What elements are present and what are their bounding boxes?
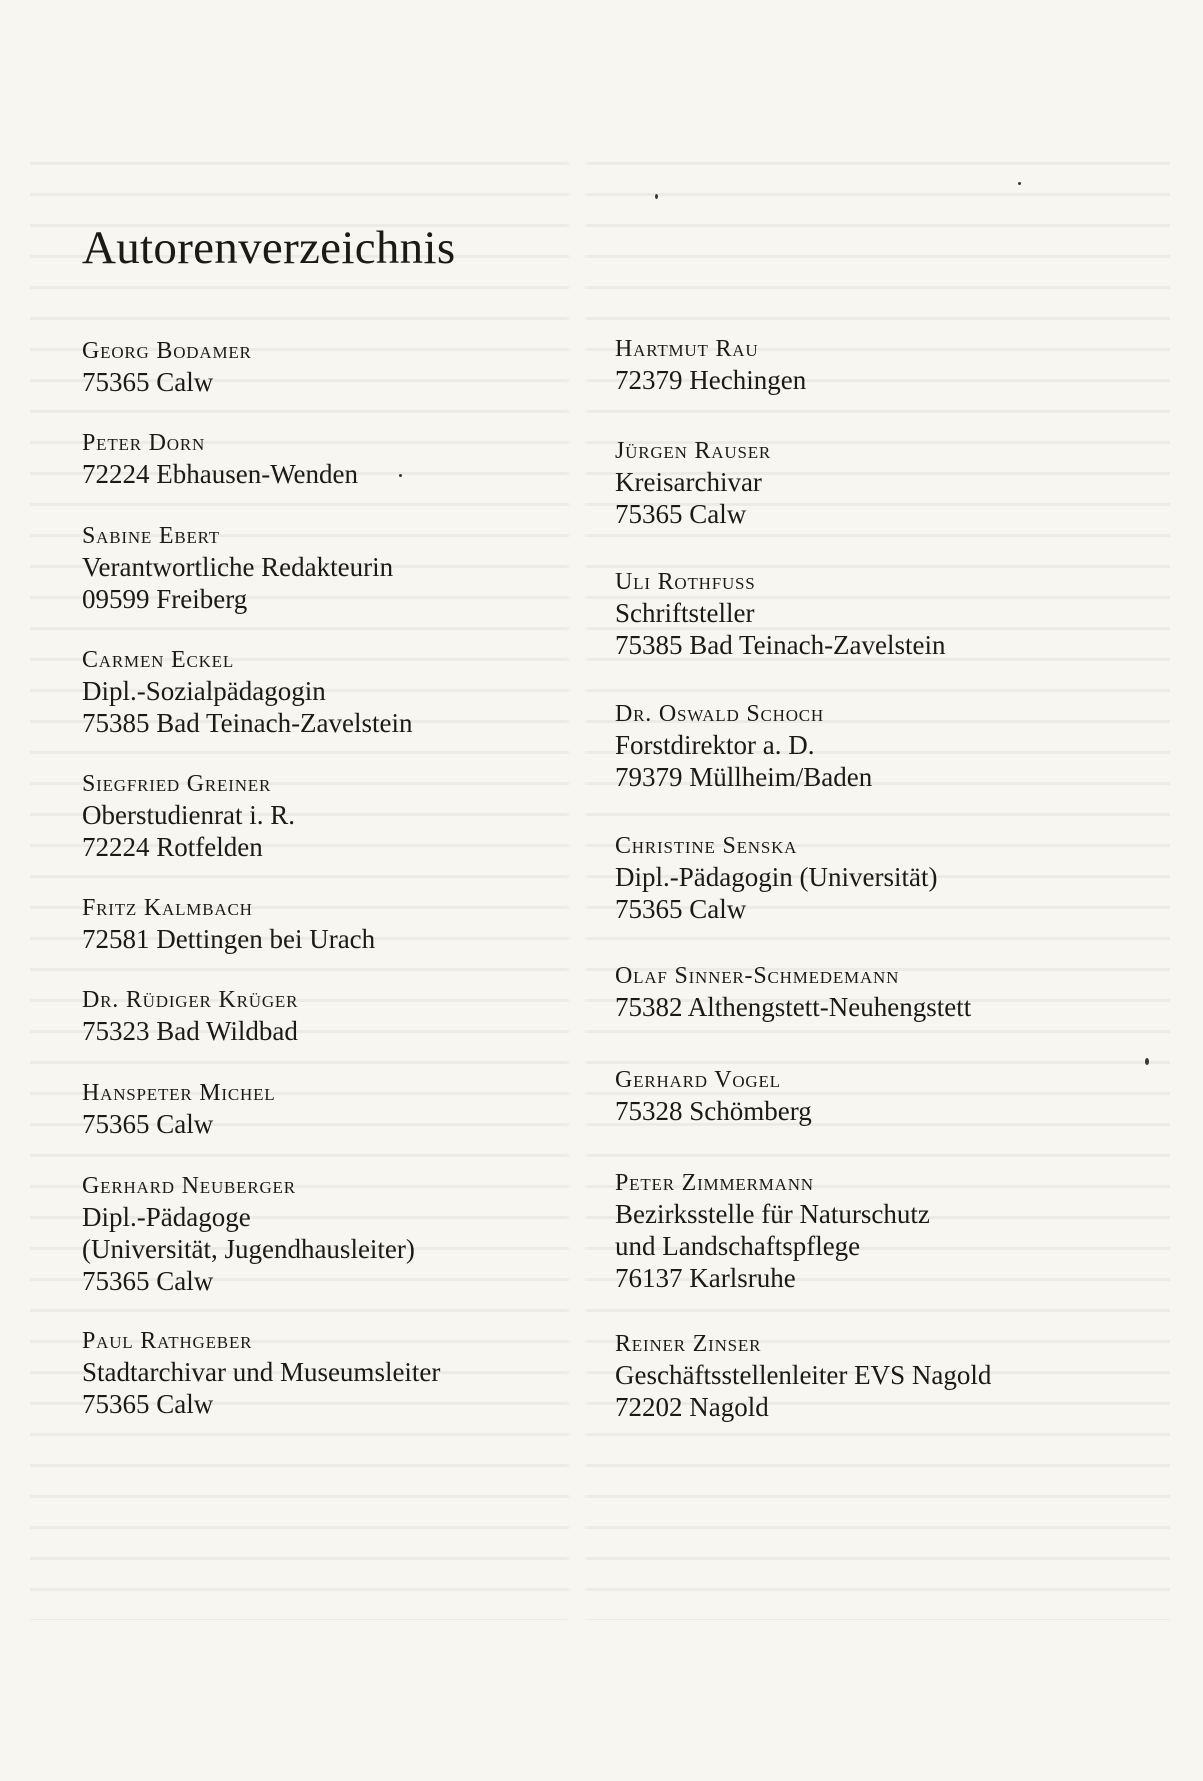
author-name: Fritz Kalmbach [82, 895, 253, 921]
author-detail: 09599 Freiberg [82, 584, 248, 614]
author-detail: 72224 Ebhausen-Wenden [82, 459, 358, 489]
author-detail: 75365 Calw [82, 1389, 214, 1419]
author-detail: und Landschaftspflege [615, 1231, 861, 1261]
author-entry [82, 336, 252, 398]
author-detail: Geschäftsstellenleiter EVS Nagold [615, 1360, 992, 1390]
author-detail: (Universität, Jugendhausleiter) [82, 1234, 415, 1264]
author-name: Hanspeter Michel [82, 1080, 276, 1106]
author-name: Sabine Ebert [82, 523, 220, 549]
author-detail: 75365 Calw [82, 1266, 214, 1296]
paper-speck [655, 194, 658, 199]
paper-speck [1018, 182, 1021, 185]
author-name: Gerhard Vogel [615, 1067, 781, 1093]
author-detail: 75382 Althengstett-Neuhengstett [615, 992, 972, 1022]
author-entry [615, 1329, 991, 1423]
author-name: Peter Dorn [82, 430, 206, 456]
author-detail: Schriftsteller [615, 598, 755, 628]
author-detail: 76137 Karlsruhe [615, 1263, 796, 1293]
author-detail: 75365 Calw [82, 1109, 214, 1139]
page-title: Autorenverzeichnis [82, 222, 456, 274]
author-entry [82, 893, 375, 955]
author-name: Siegfried Greiner [82, 771, 272, 797]
paper-speck [399, 474, 402, 477]
author-entry [82, 1326, 440, 1420]
author-detail: Stadtarchivar und Museumsleiter [82, 1357, 441, 1387]
paper-speck [1145, 1058, 1149, 1065]
author-detail: 72379 Hechingen [615, 365, 807, 395]
author-name: Carmen Eckel [82, 647, 235, 673]
author-detail: Forstdirektor a. D. [615, 730, 815, 760]
author-detail: 72581 Dettingen bei Urach [82, 924, 376, 954]
author-detail: 75385 Bad Teinach-Zavelstein [615, 630, 946, 660]
author-name: Dr. Rüdiger Krüger [82, 987, 299, 1013]
author-entry [615, 1168, 930, 1294]
author-detail: Dipl.-Pädagogin (Universität) [615, 862, 938, 892]
author-name: Olaf Sinner-Schmedemann [615, 963, 900, 989]
author-detail: Dipl.-Sozialpädagogin [82, 676, 326, 706]
author-detail: 79379 Müllheim/Baden [615, 762, 873, 792]
author-name: Reiner Zinser [615, 1331, 762, 1357]
author-name: Dr. Oswald Schoch [615, 701, 825, 727]
author-detail: 75385 Bad Teinach-Zavelstein [82, 708, 413, 738]
author-detail: 72202 Nagold [615, 1392, 769, 1422]
author-entry [615, 961, 971, 1023]
author-name: Georg Bodamer [82, 338, 252, 364]
author-entry [82, 521, 393, 615]
author-detail: 75328 Schömberg [615, 1096, 812, 1126]
author-detail: Verantwortliche Redakteurin [82, 552, 394, 582]
author-entry [82, 428, 358, 490]
author-name: Christine Senska [615, 833, 798, 859]
author-entry [615, 436, 771, 530]
author-detail: 75323 Bad Wildbad [82, 1016, 298, 1046]
author-name: Jürgen Rauser [615, 438, 772, 464]
author-entry [615, 1065, 812, 1127]
author-name: Gerhard Neuberger [82, 1173, 296, 1199]
author-entry [82, 645, 413, 739]
author-entry [615, 334, 806, 396]
author-detail: Bezirksstelle für Naturschutz [615, 1199, 930, 1229]
author-entry [615, 699, 872, 793]
author-detail: 75365 Calw [82, 367, 214, 397]
author-name: Uli Rothfuss [615, 569, 756, 595]
author-name: Peter Zimmermann [615, 1170, 814, 1196]
author-detail: Kreisarchivar [615, 467, 762, 497]
author-detail: 72224 Rotfelden [82, 832, 263, 862]
author-entry [82, 1078, 275, 1140]
author-entry [615, 567, 946, 661]
author-entry [82, 1171, 415, 1297]
author-entry [82, 769, 295, 863]
author-detail: Dipl.-Pädagoge [82, 1202, 251, 1232]
author-detail: 75365 Calw [615, 499, 747, 529]
author-detail: 75365 Calw [615, 894, 747, 924]
author-entry [82, 985, 298, 1047]
author-entry [615, 831, 937, 925]
author-name: Paul Rathgeber [82, 1328, 253, 1354]
author-name: Hartmut Rau [615, 336, 759, 362]
author-detail: Oberstudienrat i. R. [82, 800, 295, 830]
